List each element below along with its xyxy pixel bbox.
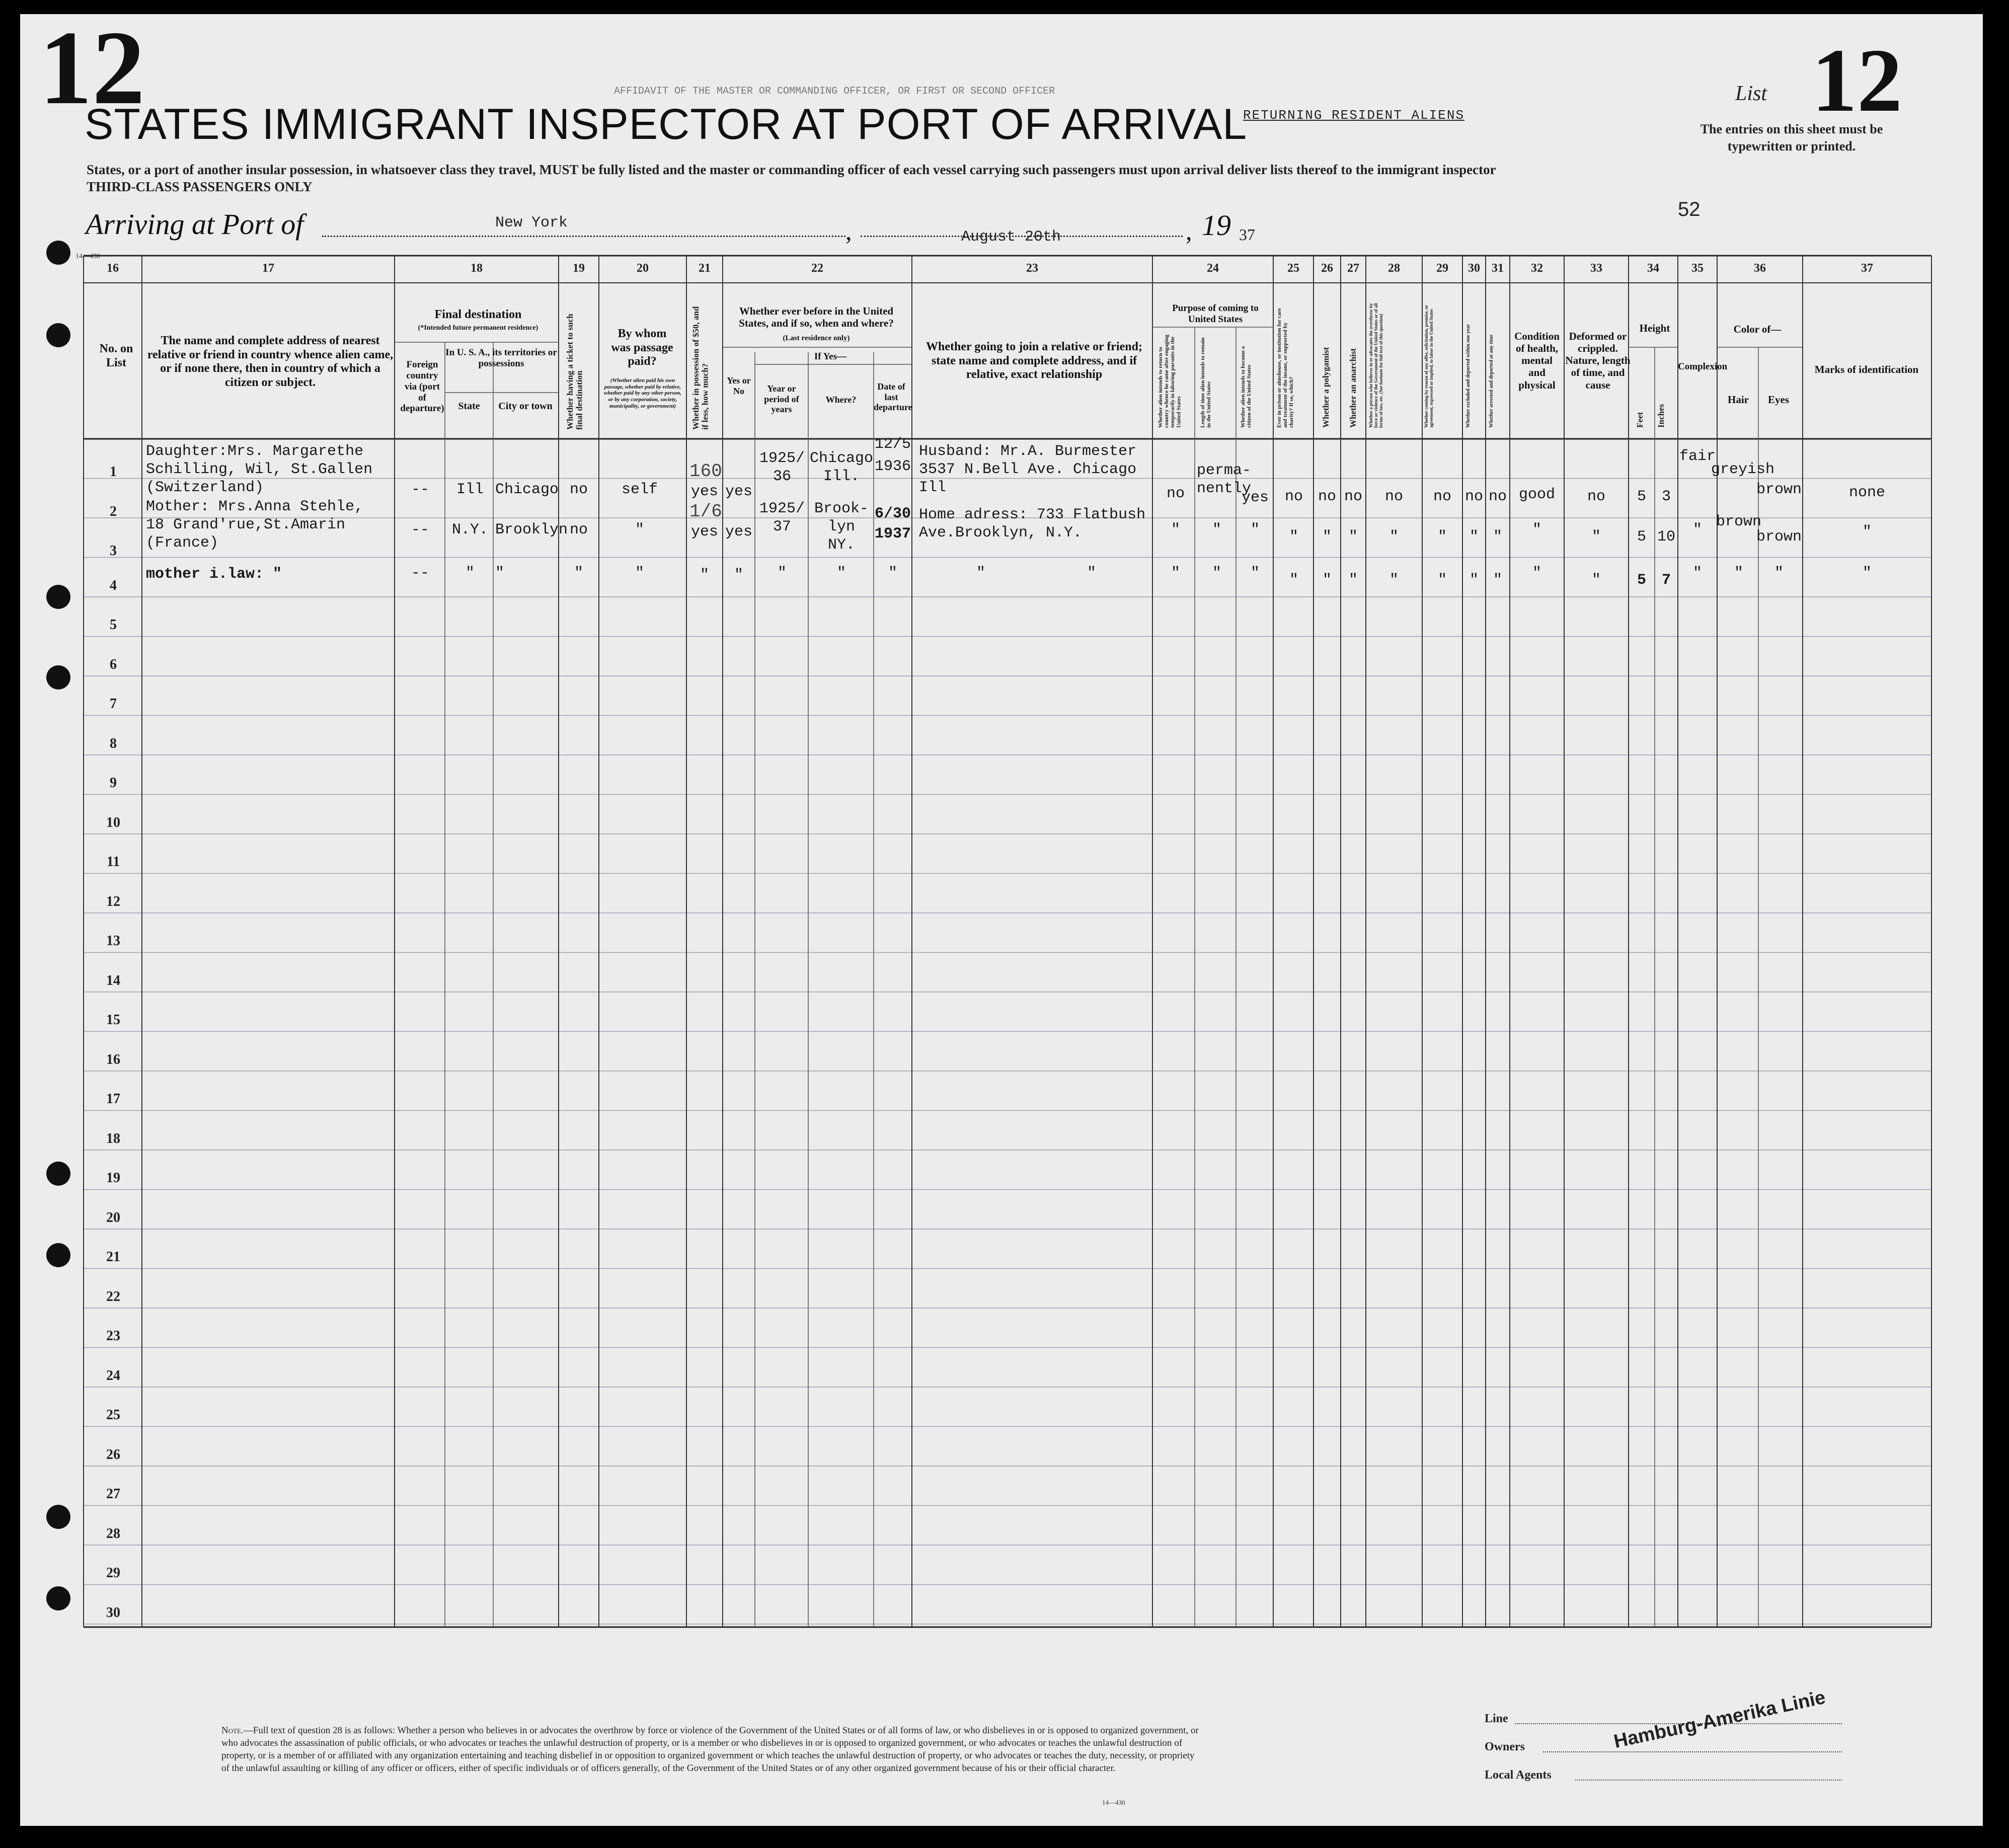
header-ever-before: Whether ever before in the United States, and if so, when and where? <box>739 305 894 330</box>
row-number-21: 21 <box>106 1249 120 1265</box>
health-value: " <box>1532 521 1541 538</box>
money-value: " <box>700 567 709 584</box>
marks-value: " <box>1862 523 1872 541</box>
corner-list-number: 12 <box>39 10 145 126</box>
ever-before-value: yes <box>725 483 752 500</box>
health-value: good <box>1518 486 1555 503</box>
overthrow-value: " <box>1389 572 1399 589</box>
header-final-destination: Final destination <box>434 308 522 321</box>
column-number-27: 27 <box>1347 262 1359 275</box>
header-purpose-citizen: Whether alien intends to become a citizen of the United States <box>1240 346 1253 428</box>
row-number-16: 16 <box>106 1051 120 1067</box>
row-number-28: 28 <box>106 1525 120 1542</box>
header-where: Where? <box>825 395 857 405</box>
third-class-label: THIRD-CLASS PASSENGERS ONLY <box>87 179 313 194</box>
purpose-citizen-value: " <box>1250 565 1260 582</box>
passage-paid-value: " <box>635 565 644 582</box>
city-value: Brooklyn <box>495 521 568 538</box>
row-number-2: 2 <box>110 503 117 519</box>
offer-value: " <box>1437 528 1447 546</box>
joining-relative-line: " <box>1087 565 1097 582</box>
eye-color-value: " <box>1774 565 1784 582</box>
foreign-country-value: -- <box>411 565 429 582</box>
row-number-27: 27 <box>106 1486 120 1502</box>
row-number-18: 18 <box>106 1130 120 1146</box>
column-number-20: 20 <box>637 262 649 275</box>
purpose-length-value: nently <box>1197 480 1252 497</box>
column-number-37: 37 <box>1861 262 1873 275</box>
height-feet-value: 5 <box>1637 572 1646 589</box>
purpose-citizen-value: yes <box>1241 489 1269 506</box>
row-number-9: 9 <box>110 775 117 791</box>
table-grid <box>20 10 1983 1826</box>
column-number-22: 22 <box>811 262 823 275</box>
header-state: State <box>458 401 480 412</box>
joining-relative-line: " <box>976 565 986 582</box>
joining-relative-line: Husband: Mr.A. Burmester <box>919 443 1137 460</box>
hair-color-value: brown <box>1716 513 1761 530</box>
column-number-25: 25 <box>1287 262 1299 275</box>
instruction-text: States, or a port of another insular possession, in whatsoever class they travel, MUST be fully listed and the master or commanding officer of each vessel carrying such passengers must upon arrival deliver lists thereof to the immigrant inspector <box>87 162 1496 177</box>
money-handwritten-note: 1/6 <box>689 501 722 522</box>
note-label: Note. <box>221 1725 244 1736</box>
header-color: Color of— <box>1733 323 1782 335</box>
punch-hole <box>46 1505 70 1529</box>
column-number-16: 16 <box>107 262 119 275</box>
offer-value: " <box>1437 572 1447 589</box>
city-value: " <box>495 565 505 582</box>
form-code-top: 14—430 <box>75 253 100 260</box>
header-hair: Hair <box>1728 394 1749 406</box>
page-title: STATES IMMIGRANT INSPECTOR AT PORT OF ARRIVAL <box>85 100 1248 148</box>
header-polygamist: Whether a polygamist <box>1321 347 1331 428</box>
header-eyes: Eyes <box>1768 394 1789 406</box>
header-ticket: Whether having a ticket to such final destination <box>565 314 584 430</box>
punch-hole <box>46 665 70 689</box>
anarchist-value: no <box>1344 488 1362 505</box>
column-number-28: 28 <box>1388 262 1400 275</box>
polygamist-value: " <box>1322 572 1332 589</box>
row-number-29: 29 <box>106 1565 120 1581</box>
years-value: " <box>777 565 787 582</box>
years-value: 1925/ <box>759 500 805 517</box>
years-value: 36 <box>772 468 791 485</box>
excluded-value: " <box>1469 572 1479 589</box>
row-number-17: 17 <box>106 1091 120 1107</box>
row-number-10: 10 <box>106 814 120 830</box>
row-number-24: 24 <box>106 1367 120 1383</box>
where-value: NY. <box>827 536 855 554</box>
row-number-13: 13 <box>106 933 120 949</box>
row-number-5: 5 <box>110 617 117 633</box>
header-purpose: Purpose of coming to United States <box>1172 303 1259 325</box>
relative-address-line: Schilling, Wil, St.Gallen <box>146 461 373 478</box>
joining-relative-line: Home adress: 733 Flatbush <box>919 506 1146 523</box>
deported-value: " <box>1493 572 1502 589</box>
owners-label: Owners <box>1485 1740 1525 1753</box>
row-number-14: 14 <box>106 972 120 988</box>
column-number-17: 17 <box>262 262 274 275</box>
column-number-36: 36 <box>1754 262 1766 275</box>
header-inches: Inches <box>1656 404 1666 428</box>
list-label: List <box>1735 82 1767 105</box>
height-inches-value: 7 <box>1661 572 1671 589</box>
prison-value: " <box>1289 572 1298 589</box>
header-marks: Marks of identification <box>1814 363 1919 375</box>
prison-value: " <box>1289 528 1298 546</box>
punch-hole <box>46 323 70 347</box>
excluded-value: no <box>1464 488 1483 505</box>
row-number-8: 8 <box>110 735 117 751</box>
overthrow-value: no <box>1384 488 1403 505</box>
header-date-departure: Date of last departure <box>874 381 912 413</box>
year-prefix: 19 <box>1202 209 1231 242</box>
purpose-return-value: " <box>1171 565 1180 582</box>
passage-paid-value: self <box>621 481 658 498</box>
relative-address-line: 18 Grand'rue,St.Amarin <box>146 516 346 533</box>
ticket-value: no <box>569 481 588 498</box>
state-value: " <box>465 565 475 582</box>
ever-before-value: " <box>734 567 743 584</box>
header-year-period: Year or period of years <box>764 383 799 415</box>
arriving-label: Arriving at Port of <box>86 208 304 241</box>
eye-color-value: brown <box>1756 528 1802 546</box>
owners-dotted <box>1543 1751 1842 1752</box>
header-money: Whether in possession of $50, and if less, how much? <box>691 306 710 430</box>
hair-color-value: greyish <box>1711 461 1775 478</box>
header-height: Height <box>1639 322 1670 334</box>
foreign-country-value: -- <box>411 481 429 498</box>
years-value: 37 <box>772 518 791 535</box>
row-number-3: 3 <box>110 543 117 559</box>
prison-value: no <box>1284 488 1303 505</box>
deported-value: no <box>1488 488 1507 505</box>
typewritten-note: The entries on this sheet must be typewritten or printed. <box>1700 122 1883 153</box>
height-inches-value: 10 <box>1657 528 1675 546</box>
punch-hole <box>46 585 70 609</box>
column-number-26: 26 <box>1321 262 1333 275</box>
marks-value: none <box>1848 484 1885 501</box>
ticket-value: " <box>574 565 583 582</box>
row-number-15: 15 <box>106 1012 120 1028</box>
purpose-return-value: no <box>1166 485 1185 502</box>
header-prison: Ever in prison or almshouse, or institution for care and treatment of the insane, or supported by charity? If so, which? <box>1276 308 1295 428</box>
departure-date-value: " <box>888 565 897 582</box>
local-agents-label: Local Agents <box>1485 1768 1552 1782</box>
eye-color-value: brown <box>1756 481 1802 498</box>
row-number-22: 22 <box>106 1288 120 1304</box>
row-number-4: 4 <box>110 577 117 593</box>
header-excluded: Whether excluded and deported within one year <box>1465 324 1471 428</box>
column-number-33: 33 <box>1590 262 1602 275</box>
column-number-30: 30 <box>1468 262 1480 275</box>
row-number-26: 26 <box>106 1446 120 1462</box>
row-number-20: 20 <box>106 1209 120 1225</box>
sheet-number: 52 <box>1678 198 1701 220</box>
where-value: lyn <box>827 518 855 535</box>
departure-date-value: 1936 <box>875 458 911 475</box>
deported-value: " <box>1493 528 1502 546</box>
purpose-length-value: " <box>1212 565 1221 582</box>
relative-address-line: Mother: Mrs.Anna Stehle, <box>146 498 364 515</box>
purpose-citizen-value: " <box>1250 521 1260 538</box>
health-value: " <box>1532 565 1541 582</box>
manifest-sheet <box>20 10 1983 1826</box>
where-value: Brook- <box>814 500 869 517</box>
column-number-19: 19 <box>573 262 585 275</box>
deformed-value: " <box>1591 572 1601 589</box>
header-yes-no: Yes or No <box>727 375 751 396</box>
polygamist-value: " <box>1322 528 1332 546</box>
purpose-length-value: perma- <box>1197 462 1252 479</box>
column-number-31: 31 <box>1492 262 1504 275</box>
row-number-1: 1 <box>110 464 117 480</box>
state-value: N.Y. <box>451 521 488 538</box>
where-value: Ill. <box>823 468 860 485</box>
port-value: New York <box>495 214 568 232</box>
column-number-24: 24 <box>1207 262 1219 275</box>
header-offer: Whether coming by reason of any offer, solicitation, promise, or agreement, expressed or implied, to labor in the United States <box>1424 305 1434 428</box>
affidavit-text: AFFIDAVIT OF THE MASTER OR COMMANDING OFFICER, OR FIRST OR SECOND OFFICER <box>614 86 1055 97</box>
header-no-on-list: No. on List <box>99 342 133 369</box>
header-passage-paid-sub: (Whether alien paid his own passage, whether paid by relative, whether paid by any other person, or by any corporation, society, municipality, or government) <box>604 377 682 409</box>
joining-relative-line: 3537 N.Bell Ave. Chicago <box>919 461 1137 478</box>
header-if-yes: If Yes— <box>814 351 847 362</box>
year-suffix: 37 <box>1239 225 1255 244</box>
deformed-value: " <box>1591 528 1601 546</box>
punch-hole <box>46 1586 70 1610</box>
column-number-32: 32 <box>1531 262 1543 275</box>
height-feet-value: 5 <box>1637 528 1646 546</box>
height-inches-value: 3 <box>1661 488 1671 505</box>
punch-hole <box>46 1162 70 1186</box>
footer-note <box>221 1724 1203 1775</box>
height-feet-value: 5 <box>1637 488 1646 505</box>
passage-paid-value: " <box>635 521 644 538</box>
comma: , <box>845 217 852 245</box>
header-in-usa: In U. S. A., its territories or possessions <box>445 347 557 369</box>
column-number-21: 21 <box>699 262 711 275</box>
offer-value: no <box>1433 488 1451 505</box>
header-overthrow: Whether a person who believes in or advocates the overthrow by force or violence of the Government of the United States or of all forms of law, etc. (See footnote for full text of this question) <box>1368 303 1383 428</box>
departure-date-value: 12/5 <box>875 436 911 453</box>
excluded-value: " <box>1469 528 1479 546</box>
column-number-23: 23 <box>1026 262 1038 275</box>
foreign-country-value: -- <box>411 521 429 538</box>
header-health: Condition of health, mental and physical <box>1514 330 1560 391</box>
date-value: August 20th <box>961 228 1061 246</box>
header-joining: Whether going to join a relative or friend; state name and complete address, and if relative, exact relationship <box>926 340 1142 381</box>
relative-address-line: Daughter:Mrs. Margarethe <box>146 443 364 460</box>
header-relative: The name and complete address of nearest relative or friend in country whence alien came, or if none there, then in country of which a citizen or subject. <box>147 334 394 389</box>
anarchist-value: " <box>1348 572 1358 589</box>
joining-relative-line: Ill <box>919 479 947 496</box>
row-number-7: 7 <box>110 696 117 712</box>
header-feet: Feet <box>1635 412 1645 428</box>
money-value: yes <box>690 523 718 541</box>
where-value: " <box>836 565 846 582</box>
agents-dotted <box>1575 1780 1842 1781</box>
line-stamp: Hamburg-Amerika Linie <box>1612 1686 1828 1753</box>
header-purpose-return: Whether alien intends to return to country whence he came after engaging temporarily in laboring pursuits in the United States <box>1157 334 1182 428</box>
header-purpose-length: Length of time alien intends to remain in the United States <box>1200 337 1212 428</box>
where-value: Chicago <box>809 450 874 467</box>
class-label: RETURNING RESIDENT ALIENS <box>1243 108 1465 123</box>
line-label: Line <box>1485 1712 1508 1725</box>
departure-date-value: 1937 <box>875 525 911 543</box>
money-handwritten-note: 160 <box>689 461 722 482</box>
city-value: Chicago <box>495 481 559 498</box>
comma: , <box>1186 217 1192 245</box>
money-value: yes <box>690 483 718 500</box>
joining-relative-line: Ave.Brooklyn, N.Y. <box>919 524 1083 542</box>
anarchist-value: " <box>1348 528 1358 546</box>
header-passage-paid: By whom was passage paid? <box>611 327 673 368</box>
row-number-23: 23 <box>106 1328 120 1344</box>
header-anarchist: Whether an anarchist <box>1348 348 1358 428</box>
complexion-value: " <box>1692 565 1702 582</box>
complexion-value: fair <box>1679 448 1716 465</box>
relative-address-line: (France) <box>146 534 219 552</box>
footer-form-code: 14—430 <box>1102 1799 1125 1806</box>
header-city: City or town <box>498 401 553 412</box>
row-number-25: 25 <box>106 1407 120 1423</box>
deformed-value: no <box>1587 488 1605 505</box>
header-final-destination-sub: (*Intended future permanent residence) <box>418 324 538 332</box>
departure-date-value: 6/30 <box>875 505 911 522</box>
relative-address-line: (Switzerland) <box>146 479 264 496</box>
header-complexion: Complexion <box>1678 361 1728 372</box>
column-number-35: 35 <box>1691 262 1704 275</box>
row-number-6: 6 <box>110 656 117 672</box>
ticket-value: no <box>569 521 588 538</box>
port-underline <box>322 236 845 237</box>
state-value: Ill <box>456 481 484 498</box>
punch-hole <box>46 1243 70 1267</box>
punch-hole <box>46 241 70 265</box>
column-number-29: 29 <box>1436 262 1448 275</box>
row-number-12: 12 <box>106 893 120 909</box>
years-value: 1925/ <box>759 450 805 467</box>
header-deformed: Deformed or crippled. Nature, length of time, and cause <box>1565 330 1631 391</box>
relative-address-line: mother i.law: " <box>146 566 282 583</box>
row-number-19: 19 <box>106 1170 120 1186</box>
overthrow-value: " <box>1389 528 1399 546</box>
row-number-11: 11 <box>106 854 120 870</box>
purpose-return-value: " <box>1171 521 1180 538</box>
row-number-30: 30 <box>106 1604 120 1621</box>
purpose-length-value: " <box>1212 521 1221 538</box>
ever-before-value: yes <box>725 523 752 541</box>
column-number-18: 18 <box>471 262 483 275</box>
complexion-value: " <box>1692 521 1702 538</box>
hair-color-value: " <box>1734 565 1743 582</box>
header-deported: Whether arrested and deported at any time <box>1489 334 1494 428</box>
column-number-34: 34 <box>1647 262 1659 275</box>
header-last-residence: (Last residence only) <box>783 334 850 342</box>
note-text: —Full text of question 28 is as follows: Whether a person who believes in or advocates the overthrow by force or violence of the Government of the United States or of all forms of law, or who disbelieves in or is opposed to organized government, or who advocates the assassination of public officials, or who advocates or teaches the unlawful destruction of property, or is a member or who disbelieves in or is opposed to organized government, or who advocates or teaches the unlawful destruction of property, or is a member of or affiliated with any organization entertaining and teaching disbelief in or opposition to organized government or which teaches the unlawful destruction of property, or who advocates or teaches the duty, necessity, or propriety of the unlawful assaulting or killing of any officer or officers, either of specific individuals or of officers generally, of the Government of the United States or of any other organized government because of his or their official character. <box>221 1725 1199 1774</box>
list-number: 12 <box>1812 30 1902 130</box>
header-foreign-country: Foreign country via (port of departure) <box>400 359 444 414</box>
polygamist-value: no <box>1318 488 1336 505</box>
marks-value: " <box>1862 565 1872 582</box>
